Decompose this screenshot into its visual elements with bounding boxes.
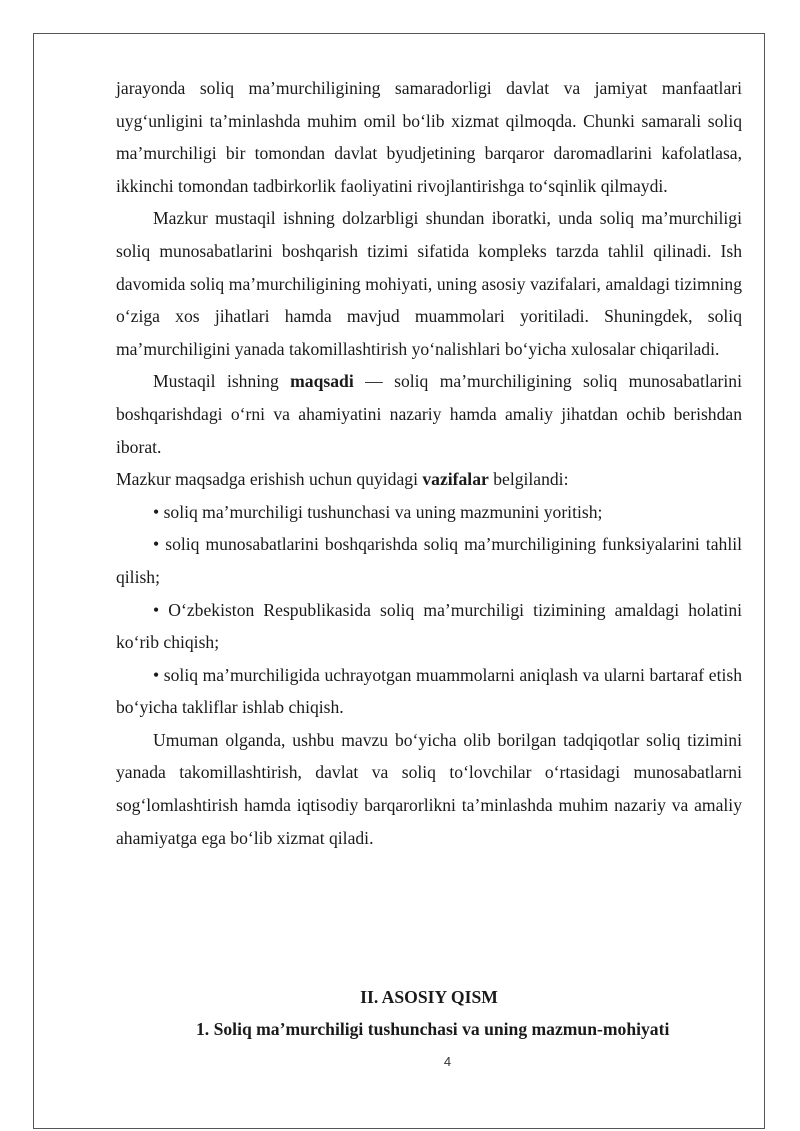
paragraph-goal: Mustaqil ishning maqsadi — soliq ma’murchiligining soliq munosabatlarini boshqarishdagi o‘rni va ahamiyatini nazariy hamda amaliy jihatdan ochib berishdan iborat. [116,371,742,457]
paragraph-conclusion: Umuman olganda, ushbu mavzu bo‘yicha olib borilgan tadqiqotlar soliq tizimini yanada takomillashtirish, davlat va soliq to‘lovchilar o‘rtasidagi munosabatlarni sog‘lomlashtirish hamda iqtisodiy barqarorlikni ta’minlashda muhim nazariy va amaliy ahamiyatga ega bo‘lib xizmat qiladi. [116,729,742,848]
paragraph-relevance: Mazkur mustaqil ishning dolzarbligi shundan iboratki, unda soliq ma’murchiligi soliq munosabatlarini boshqarish tizimi sifatida kompleks tarzda tahlil qilinadi. Ish davomida soliq ma’murchiligining mohiyati, uning asosiy vazifalari, amaldagi tizimning o‘ziga xos jihatlari hamda mavjud muammolari yoritiladi. Shuningdek, soliq ma’murchiligini yanada takomillashtirish yo‘nalishlari bo‘yicha xulosalar chiqariladi. [116,208,742,359]
paragraph-tasks-intro: Mazkur maqsadga erishish uchun quyidagi vazifalar belgilandi: [116,469,569,490]
task-bullet: • O‘zbekiston Respublikasida soliq ma’murchiligi tizimining amaldagi holatini ko‘rib chiqish; [116,594,742,659]
section-heading: II. ASOSIY QISM [360,987,498,1007]
goal-keyword: maqsadi [290,371,354,392]
task-bullet: • soliq ma’murchiligida uchrayotgan muammolarni aniqlash va ularni bartaraf etish bo‘yicha takliflar ishlab chiqish. [116,659,742,724]
body-text [116,72,742,854]
page-number: 4 [443,1054,452,1069]
task-bullet: • soliq munosabatlarini boshqarishda soliq ma’murchiligining funksiyalarini tahlil qilish; [116,528,742,593]
subsection-heading: 1. Soliq ma’murchiligi tushunchasi va uning mazmun-mohiyati [196,1019,670,1039]
task-bullet: • soliq ma’murchiligi tushunchasi va uning mazmunini yoritish; [116,496,742,529]
paragraph-intro: jarayonda soliq ma’murchiligining samaradorligi davlat va jamiyat manfaatlari uyg‘unligini ta’minlashda muhim omil bo‘lib xizmat qilmoqda. Chunki samarali soliq ma’murchiligi bir tomondan davlat byudjetining barqaror daromadlarini kafolatlasa, ikkinchi tomondan tadbirkorlik faoliyatini rivojlantirishga to‘sqinlik qilmaydi. [116,78,742,196]
tasks-keyword: vazifalar [422,469,489,490]
